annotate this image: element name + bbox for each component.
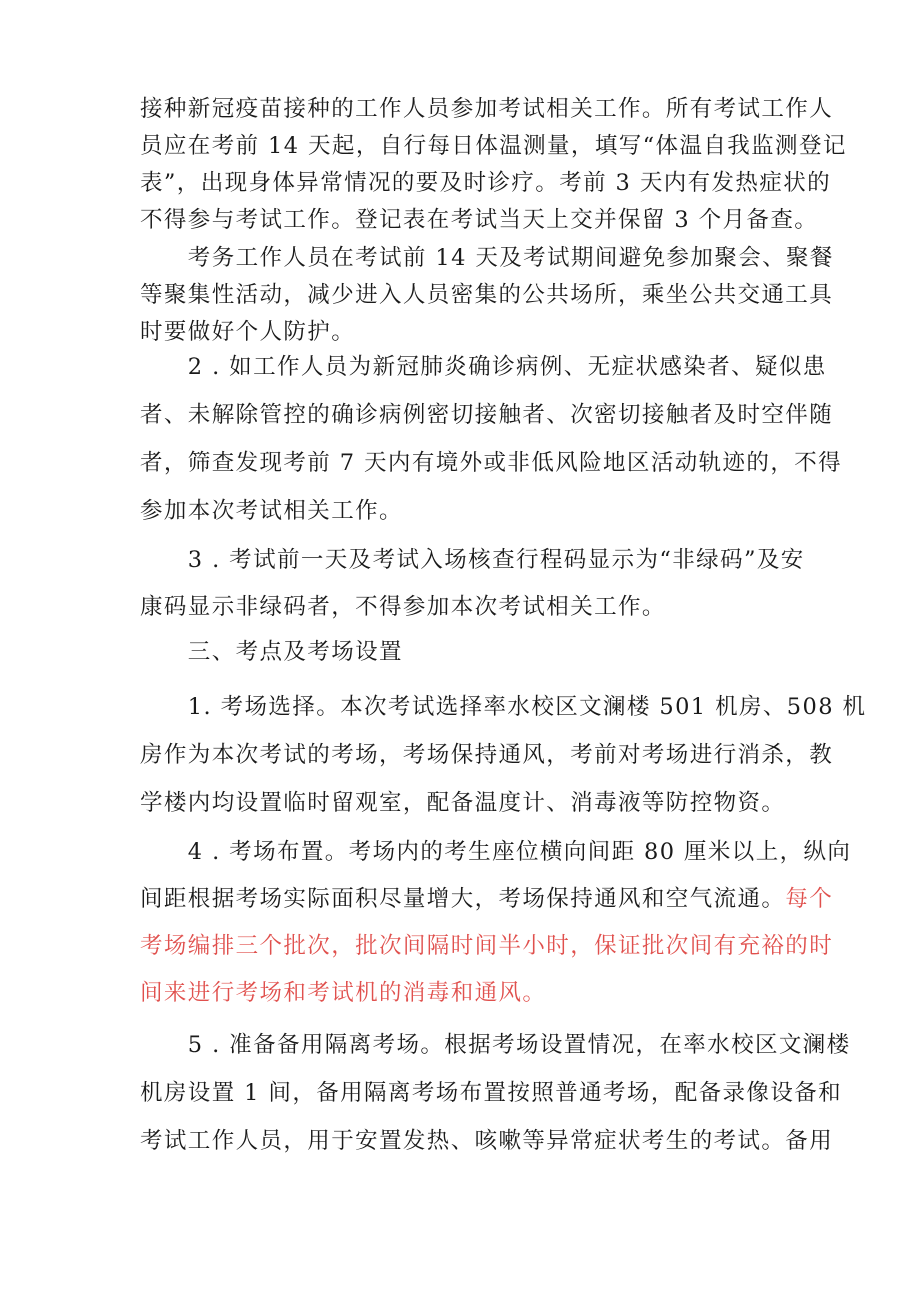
section-heading: 三、考点及考场设置 <box>140 639 403 665</box>
text-line: 者，筛查发现考前 7 天内有境外或非低风险地区活动轨迹的，不得 <box>140 450 843 476</box>
text-line: 不得参与考试工作。登记表在考试当天上交并保留 3 个月备查。 <box>140 207 819 233</box>
text-line: 机房设置 1 间，备用隔离考场布置按照普通考场，配备录像设备和 <box>140 1080 843 1106</box>
text-line: 参加本次考试相关工作。 <box>140 498 403 524</box>
text-line: 房作为本次考试的考场，考场保持通风，考前对考场进行消杀，教 <box>140 742 834 768</box>
text-line: 接种新冠疫苗接种的工作人员参加考试相关工作。所有考试工作人 <box>140 96 834 122</box>
text-line: 康码显示非绿码者，不得参加本次考试相关工作。 <box>140 594 666 620</box>
highlighted-text-segment: 每个 <box>785 886 834 912</box>
section-heading-exam-site-setup <box>140 634 812 671</box>
text-line: 考试工作人员，用于安置发热、咳嗽等异常症状考生的考试。备用 <box>140 1128 834 1154</box>
paragraph-staff-temperature-monitoring <box>140 91 847 239</box>
text-line: 者、未解除管控的确诊病例密切接触者、次密切接触者及时空伴随 <box>140 402 834 428</box>
text-line: 考务工作人员在考试前 14 天及考试期间避免参加聚会、聚餐 <box>140 245 834 271</box>
text-line: 2 . 如工作人员为新冠肺炎确诊病例、无症状感染者、疑似患 <box>140 354 827 380</box>
paragraph-item-5-backup-isolation-room <box>140 1021 851 1165</box>
text-line: 员应在考前 14 天起，自行每日体温测量，填写“体温自我监测登记 <box>140 133 847 159</box>
text-line: 4 . 考场布置。考场内的考生座位横向间距 80 厘米以上，纵向 <box>140 839 852 865</box>
text-line: 学楼内均设置临时留观室，配备温度计、消毒液等防控物资。 <box>140 790 786 816</box>
paragraph-item-1-room-selection <box>140 683 867 827</box>
paragraph-item-2-exclusion <box>140 343 843 535</box>
paragraph-avoid-gatherings <box>140 240 834 351</box>
paragraph-item-4-room-layout <box>140 829 852 1017</box>
text-line: 3 . 考试前一天及考试入场核查行程码显示为“非绿码”及安 <box>140 547 805 573</box>
text-line-mixed <box>140 876 834 923</box>
highlighted-text-line: 间来进行考场和考试机的消毒和通风。 <box>140 980 547 1006</box>
text-line: 时要做好个人防护。 <box>140 319 356 345</box>
text-line: 5 . 准备备用隔离考场。根据考场设置情况，在率水校区文澜楼 <box>140 1032 851 1058</box>
text-line: 表”，出现身体异常情况的要及时诊疗。考前 3 天内有发热症状的 <box>140 170 832 196</box>
highlighted-text-line: 考场编排三个批次，批次间隔时间半小时，保证批次间有充裕的时 <box>140 933 834 959</box>
paragraph-item-3-health-code <box>140 537 812 631</box>
text-segment: 间距根据考场实际面积尽量增大，考场保持通风和空气流通。 <box>140 886 786 912</box>
text-line: 等聚集性活动，减少进入人员密集的公共场所，乘坐公共交通工具 <box>140 282 834 308</box>
text-line: 1. 考场选择。本次考试选择率水校区文澜楼 501 机房、508 机 <box>140 694 867 720</box>
